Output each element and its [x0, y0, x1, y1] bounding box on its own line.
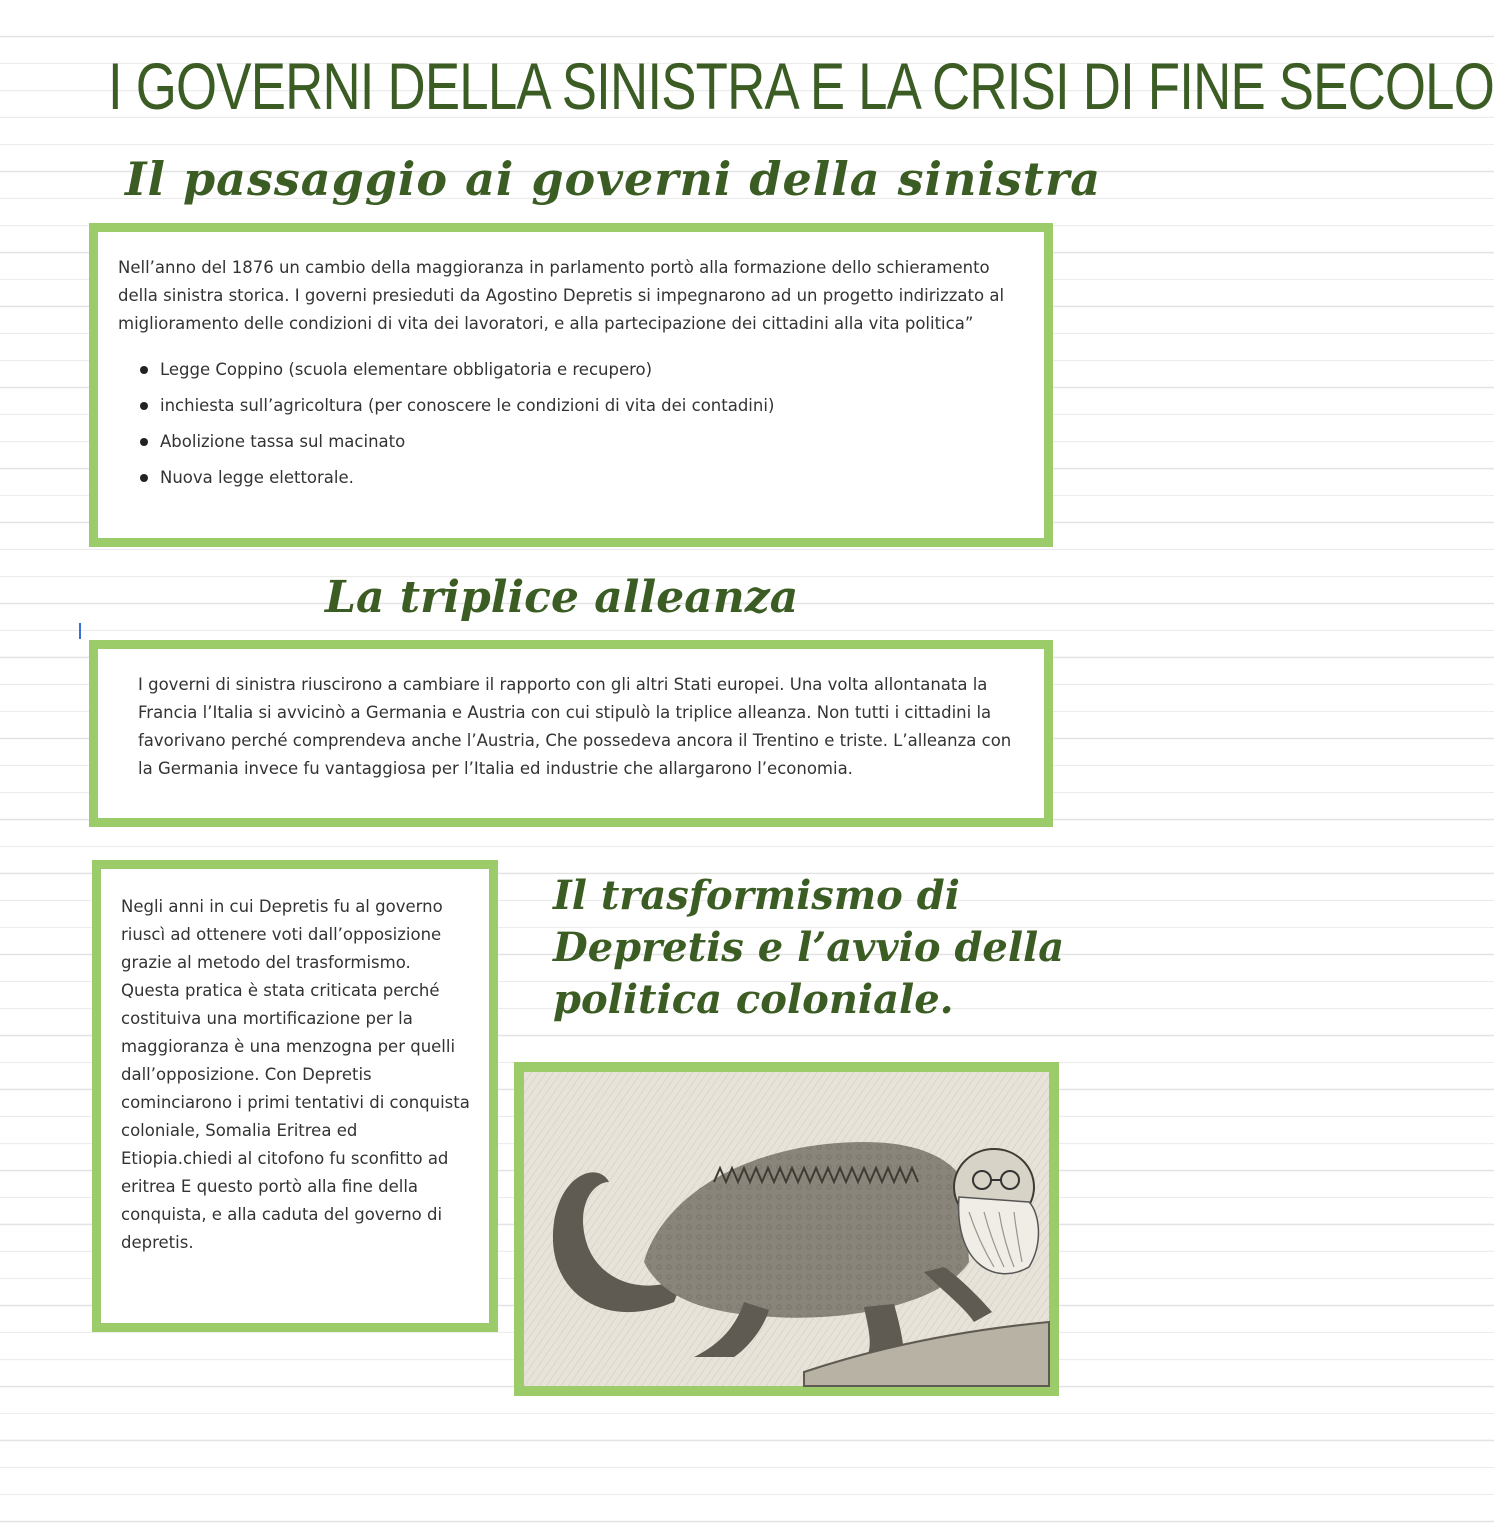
- section-heading-trasformismo: Il trasformismo di Depretis e l’avvio della politica coloniale.: [553, 872, 1065, 1023]
- paragraph-passaggio: Nell’anno del 1876 un cambio della maggioranza in parlamento portò alla formazione dello schieramento della sinistra storica. I governi presieduti da Agostino Depretis si impegnarono ad un progetto indirizzato al miglioramento delle condizioni di vita dei lavoratori, e alla partecipazione dei cittadini alla vita politica”: [118, 258, 1005, 333]
- text-box-trasformismo: [92, 860, 498, 1332]
- list-item: Abolizione tassa sul macinato: [140, 424, 1022, 460]
- paragraph-trasformismo: Negli anni in cui Depretis fu al governo riuscì ad ottenere voti dall’opposizione grazie al metodo del trasformismo. Questa pratica è stata criticata perché costituiva una mortificazione per la maggioranza è una menzogna per quelli dall’opposizione. Con Depretis cominciarono i primi tentativi di conquista coloniale, Somalia Eritrea ed Etiopia.chiedi al citofono fu sconfitto ad eritrea E questo portò alla fine della conquista, e alla caduta del governo di depretis.: [121, 897, 470, 1252]
- section-heading-triplice: La triplice alleanza: [325, 572, 799, 623]
- page-title: I GOVERNI DELLA SINISTRA E LA CRISI DI FINE SECOLO: [108, 49, 1494, 123]
- text-box-passaggio: [89, 223, 1053, 547]
- list-item: inchiesta sull’agricoltura (per conoscere le condizioni di vita dei contadini): [140, 388, 1022, 424]
- text-box-triplice: [89, 640, 1053, 827]
- section-heading-passaggio: Il passaggio ai governi della sinistra: [125, 152, 1102, 206]
- image-frame: [514, 1062, 1059, 1396]
- text-cursor: [79, 623, 81, 639]
- bullet-list: [118, 352, 1022, 496]
- list-item: Legge Coppino (scuola elementare obbligatoria e recupero): [140, 352, 1022, 388]
- paragraph-triplice: I governi di sinistra riuscirono a cambiare il rapporto con gli altri Stati europei. Una volta allontanata la Francia l’Italia si avvicinò a Germania e Austria con cui stipulò la triplice alleanza. Non tutti i cittadini la favorivano perché comprendeva anche l’Austria, Che possedeva ancora il Trentino e triste. L’alleanza con la Germania invece fu vantaggiosa per l’Italia ed industrie che allargarono l’economia.: [138, 675, 1012, 778]
- chameleon-caricature-illustration-icon: [524, 1072, 1049, 1386]
- list-item: Nuova legge elettorale.: [140, 460, 1022, 496]
